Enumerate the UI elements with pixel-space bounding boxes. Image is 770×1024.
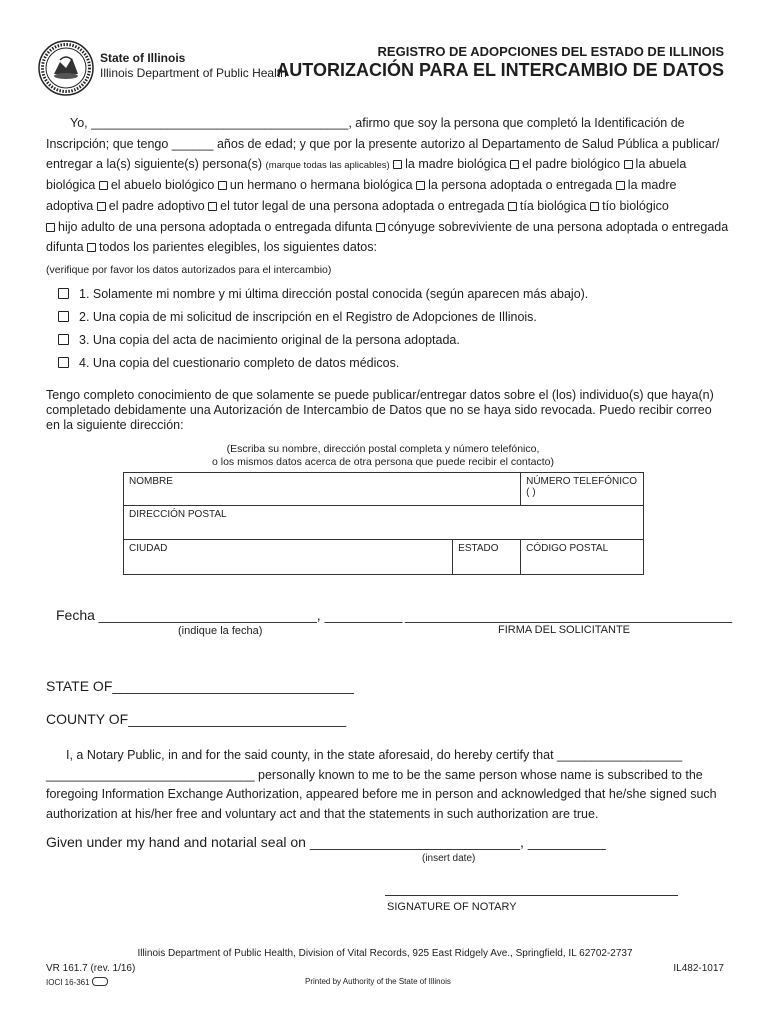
checkbox-adult-child[interactable]: hijo adulto de una persona adoptada o entregada difunta — [46, 220, 372, 234]
notary-line-1: I, a Notary Public, in and for the said county, in the state aforesaid, do hereby certify that __________________ — [66, 748, 683, 762]
checkbox-biological-grandfather[interactable]: el abuelo biológico — [99, 178, 215, 192]
notary-state-of[interactable]: STATE OF_______________________________ — [46, 678, 354, 694]
registry-title: REGISTRO DE ADOPCIONES DEL ESTADO DE ILLINOIS — [377, 44, 724, 59]
checkbox-biological-grandmother[interactable]: la abuela — [624, 157, 687, 171]
intro-line-1: Yo, _____________________________________, afirmo que soy la persona que completó la Identificación de — [70, 116, 685, 130]
option-3[interactable]: 3. Una copia del acta de nacimiento original de la persona adoptada. — [58, 333, 460, 347]
date-hint: (indique la fecha) — [178, 625, 263, 637]
postal-address-field[interactable]: DIRECCIÓN POSTAL — [124, 506, 644, 540]
union-bug-icon — [92, 977, 108, 986]
option-2-checkbox[interactable] — [58, 311, 69, 322]
notary-line-4: authorization at his/her free and voluntary act and that the statements in such authorization are true. — [46, 807, 599, 821]
intro-line-6 — [46, 220, 728, 234]
checkbox-surviving-spouse[interactable]: cónyuge sobreviviente de una persona adoptada o entregada — [376, 220, 729, 234]
intro-line-5: adoptiva el padre adoptivo el tutor legal de una persona adoptada o entregada tía biológica tío biológico — [46, 199, 669, 213]
form-code: IL482-1017 — [673, 963, 724, 974]
option-1[interactable]: 1. Solamente mi nombre y mi última dirección postal conocida (según aparecen más abajo). — [58, 287, 588, 301]
name-field[interactable]: NOMBRE — [124, 473, 521, 506]
option-2[interactable]: 2. Una copia de mi solicitud de inscripción en el Registro de Adopciones de Illinois. — [58, 310, 537, 324]
printed-by-authority: Printed by Authority of the State of Illinois — [305, 977, 451, 986]
notary-line-2: ______________________________ personally known to me to be the same person whose name is subscribed to the — [46, 768, 703, 782]
name-blank[interactable]: _____________________________________ — [91, 116, 349, 130]
applicant-signature-label: FIRMA DEL SOLICITANTE — [498, 624, 631, 636]
notary-county-of[interactable]: COUNTY OF____________________________ — [46, 711, 347, 727]
city-field[interactable]: CIUDAD — [124, 540, 453, 575]
option-3-checkbox[interactable] — [58, 334, 69, 345]
checkbox-biological-sibling[interactable]: un hermano o hermana biológica — [218, 178, 413, 192]
notary-insert-date: (insert date) — [422, 853, 476, 864]
state-name: State of Illinois — [100, 51, 186, 65]
checkbox-biological-father[interactable]: el padre biológico — [510, 157, 620, 171]
department-name: Illinois Department of Public Health — [100, 66, 287, 80]
knowledge-paragraph: Tengo completo conocimiento de que solamente se puede publicar/entregar datos sobre el (los) individuo(s) que haya(n) completado debidamente una Autorización de Intercambio de Datos que no se haya sido revocada. Puedo recibir correo en la siguiente dirección: — [46, 388, 714, 432]
notary-signature-label: SIGNATURE OF NOTARY — [387, 901, 517, 913]
notary-signature-line[interactable] — [385, 895, 678, 896]
footer-address: Illinois Department of Public Health, Division of Vital Records, 925 East Ridgely Ave., Springfield, IL 62702-2737 — [137, 948, 633, 959]
intro-line-7: difunta todos los parientes elegibles, los siguientes datos: — [46, 240, 377, 254]
notary-seal-date[interactable]: Given under my hand and notarial seal on ___________________________, __________ — [46, 834, 606, 850]
intro-line-4: biológica el abuelo biológico un hermano o hermana biológica la persona adoptada o entregada la madre — [46, 178, 677, 192]
phone-field[interactable]: NÚMERO TELEFÓNICO ( ) — [521, 473, 644, 506]
address-note: (Escriba su nombre, dirección postal completa y número telefónico, o los mismos datos acerca de otra persona que puede recibir el contacto) — [211, 443, 555, 468]
intro-line-3: entregar a la(s) siguiente(s) persona(s) (marque todas las aplicables) la madre biológica el padre biológico la abuela — [46, 157, 687, 171]
zip-field[interactable]: CÓDIGO POSTAL — [521, 540, 644, 575]
applicant-signature-line[interactable]: __________________________________________ — [405, 607, 733, 623]
notary-line-3: foregoing Information Exchange Authorization, appeared before me in person and acknowledged that he/she signed such — [46, 787, 717, 801]
address-box — [123, 472, 644, 575]
checkbox-legal-guardian[interactable]: el tutor legal de una persona adoptada o entregada — [208, 199, 504, 213]
option-4-checkbox[interactable] — [58, 357, 69, 368]
ioci-number: IOCI 16-361 — [46, 977, 108, 987]
verify-note: (verifique por favor los datos autorizados para el intercambio) — [46, 264, 332, 276]
intro-line-2: Inscripción; que tengo ______ años de edad; y que por la presente autorizo al Departamento de Salud Pública a publicar/ — [46, 137, 720, 151]
checkbox-adoptee[interactable]: la persona adoptada o entregada — [416, 178, 612, 192]
option-1-checkbox[interactable] — [58, 288, 69, 299]
checkbox-biological-uncle[interactable]: tío biológico — [590, 199, 669, 213]
option-4[interactable]: 4. Una copia del cuestionario completo de datos médicos. — [58, 356, 399, 370]
checkbox-all-eligible-relatives[interactable]: todos los parientes elegibles, los siguientes datos: — [87, 240, 377, 254]
form-number: VR 161.7 (rev. 1/16) — [46, 963, 136, 974]
date-field[interactable]: Fecha ____________________________, __________ — [56, 607, 403, 623]
checkbox-adoptive-father[interactable]: el padre adoptivo — [97, 199, 205, 213]
form-title: AUTORIZACIÓN PARA EL INTERCAMBIO DE DATOS — [276, 60, 724, 80]
checkbox-adoptive-mother[interactable]: la madre — [616, 178, 677, 192]
state-field[interactable]: ESTADO — [453, 540, 521, 575]
illinois-state-seal — [38, 40, 94, 96]
checkbox-biological-mother[interactable]: la madre biológica — [393, 157, 506, 171]
checkbox-biological-aunt[interactable]: tía biológica — [508, 199, 587, 213]
